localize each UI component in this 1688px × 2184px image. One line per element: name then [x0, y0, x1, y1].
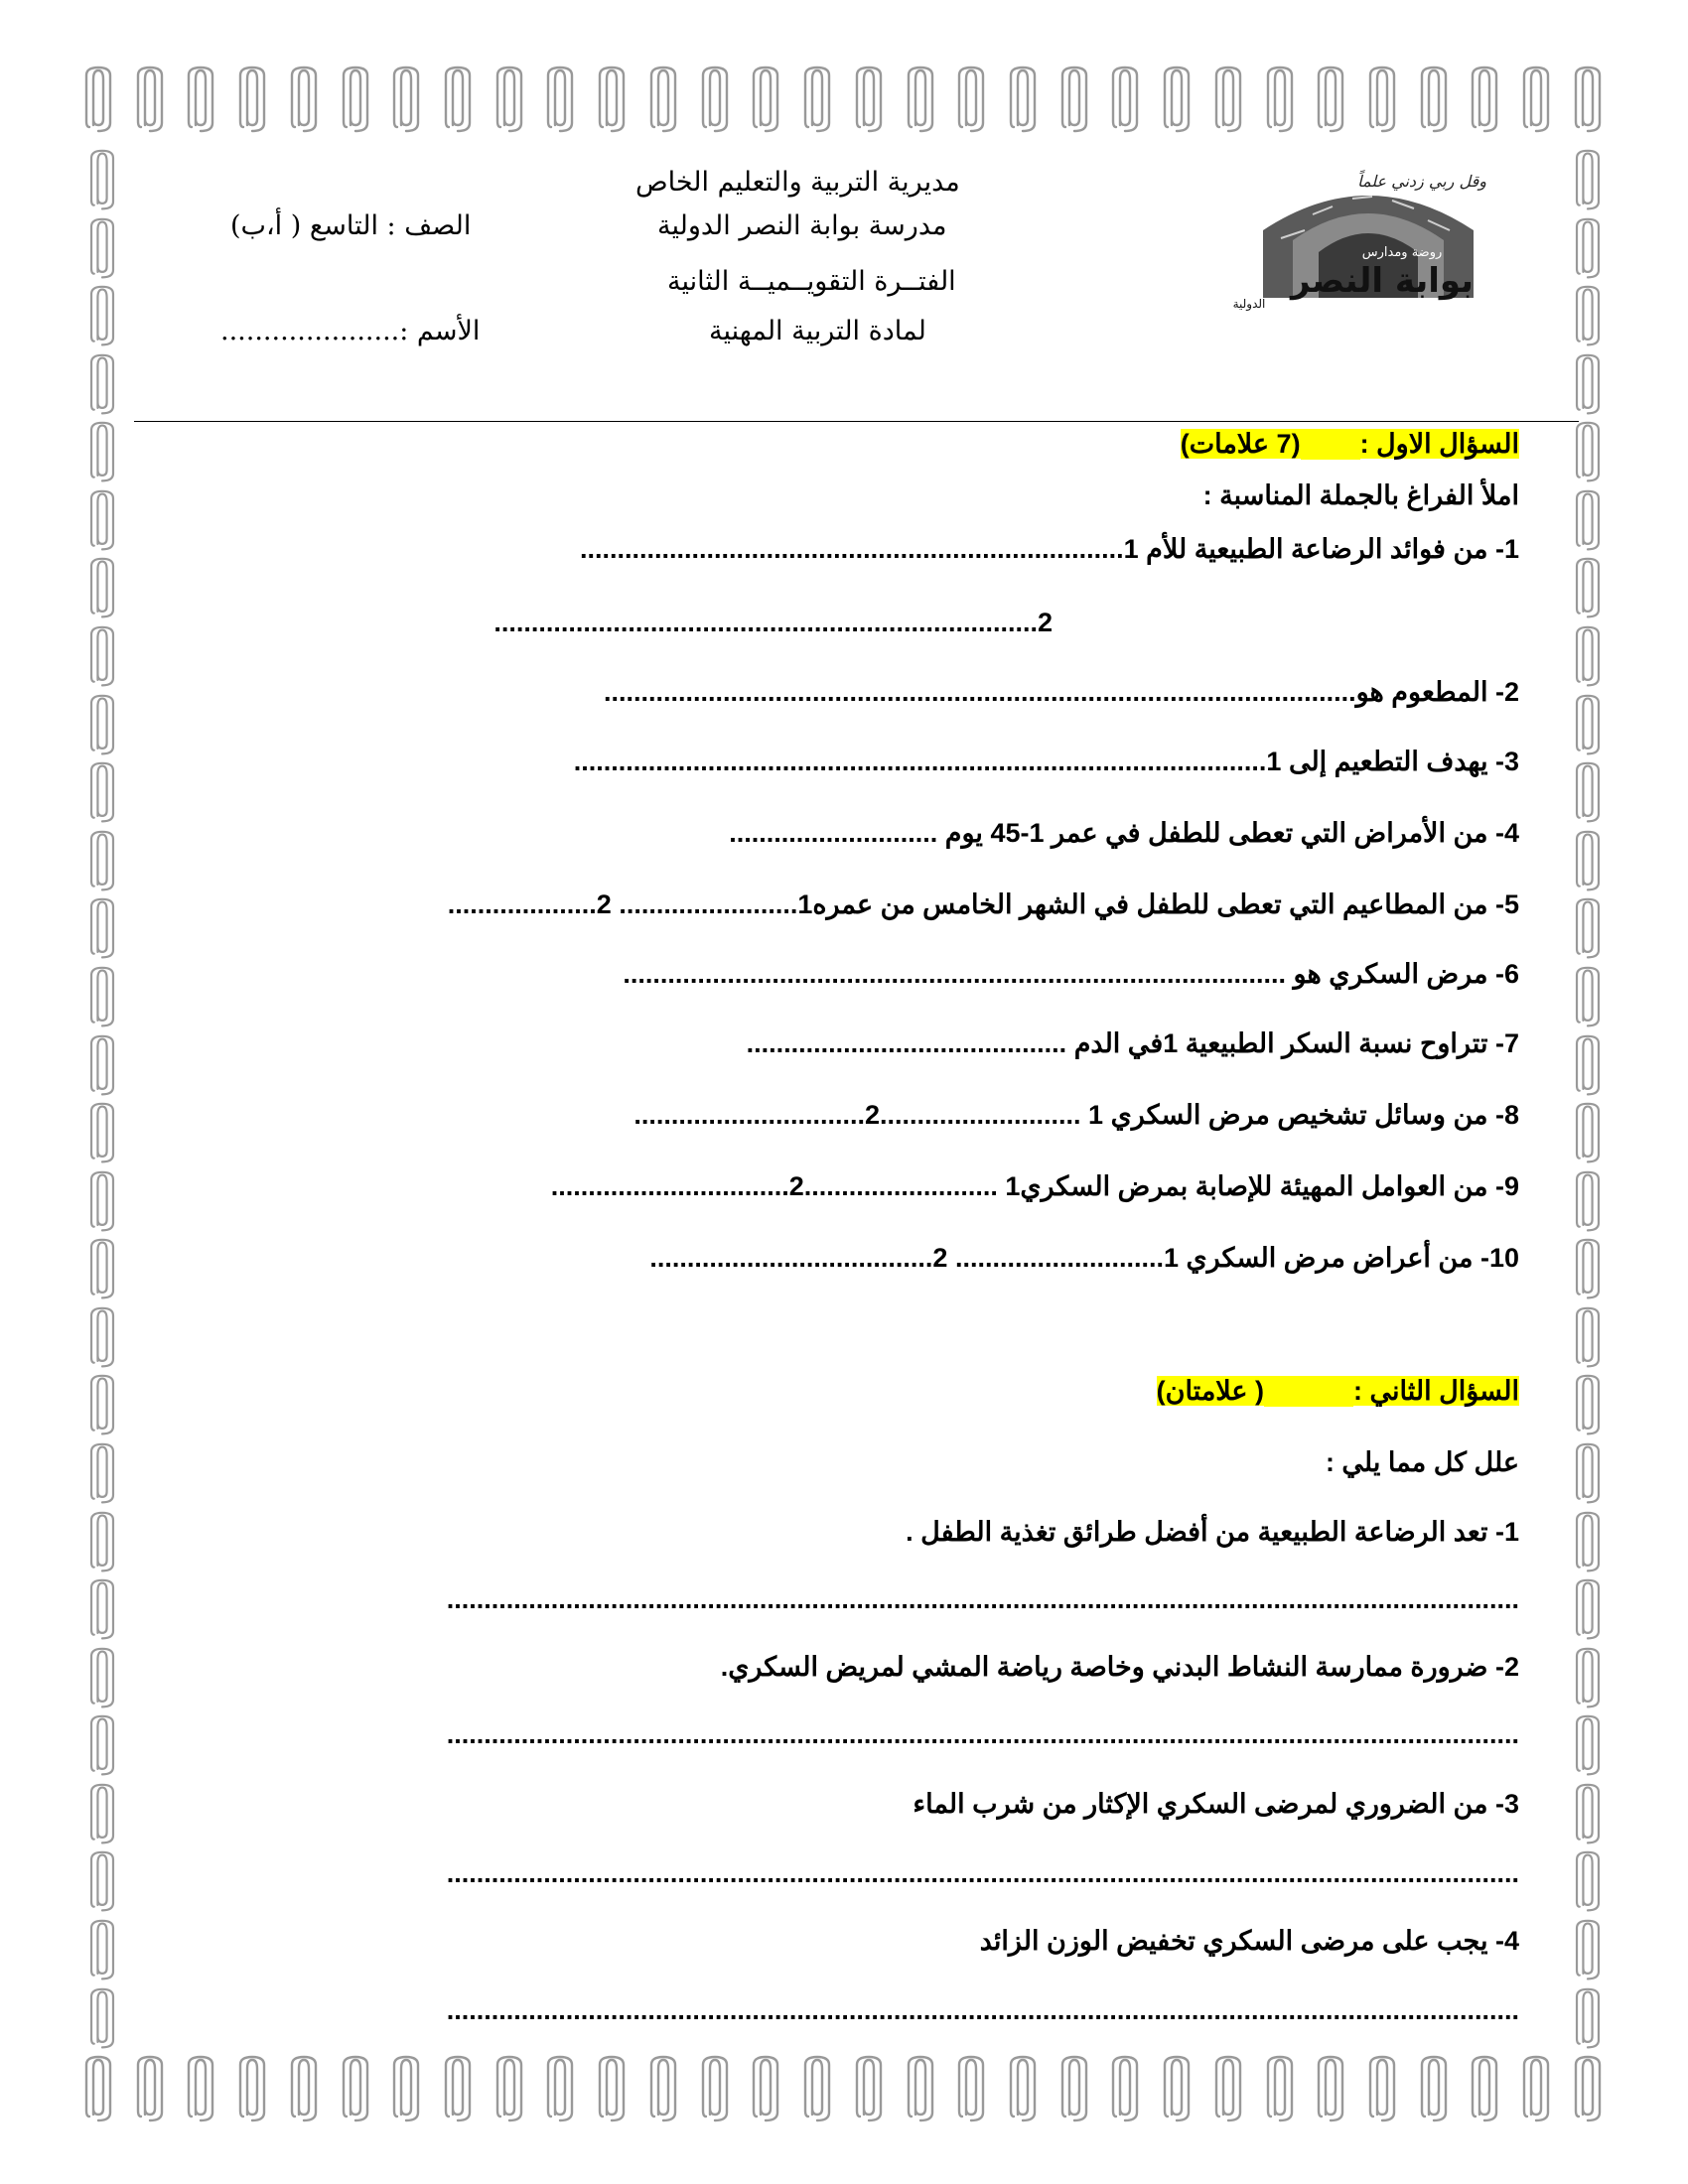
paperclip-icon — [289, 2055, 319, 2134]
paperclip-icon — [87, 1306, 123, 1374]
paperclip-icon — [341, 66, 370, 145]
paperclip-icon — [1521, 2055, 1551, 2134]
q1-item-1b[interactable]: 2......................................................................... — [493, 608, 1053, 637]
paperclip-icon — [1573, 1578, 1609, 1646]
paperclip-icon — [1573, 966, 1609, 1033]
subject-name: لمادة التربية المهنية — [709, 316, 926, 346]
paperclip-icon — [1110, 2055, 1140, 2134]
q1-item-1[interactable]: 1- من فوائد الرضاعة الطبيعية للأم 1......................................................................... — [580, 534, 1519, 564]
paperclip-icon — [87, 1034, 123, 1102]
paperclip-icon — [87, 761, 123, 829]
class-label: الصف : التاسع ( أ،ب) — [230, 210, 472, 241]
q1-item-5[interactable]: 5- من المطاعيم التي تعطى للطفل في الشهر الخامس من عمره1........................ 2.................... — [447, 889, 1519, 919]
q2-answer-4[interactable]: ................................................................................................................................................ — [446, 1995, 1519, 2025]
paperclip-icon — [87, 966, 123, 1033]
paperclip-icon — [135, 2055, 165, 2134]
paperclip-icon — [700, 2055, 730, 2134]
paperclip-icon — [87, 897, 123, 965]
paperclip-icon — [802, 2055, 832, 2134]
q2-item-3: 3- من الضروري لمرضى السكري الإكثار من شرب الماء — [913, 1789, 1519, 1819]
paperclip-icon — [87, 1374, 123, 1441]
paperclip-icon — [443, 66, 473, 145]
paperclip-icon — [597, 2055, 627, 2134]
paperclip-icon — [1573, 353, 1609, 421]
paperclip-icon — [1008, 2055, 1038, 2134]
paperclip-icon — [1573, 625, 1609, 693]
paperclip-icon — [854, 66, 884, 145]
paperclip-icon — [1059, 66, 1089, 145]
paperclip-icon — [1316, 66, 1345, 145]
paperclip-icon — [494, 66, 524, 145]
paperclip-icon — [87, 830, 123, 897]
paperclip-icon — [1573, 897, 1609, 965]
border-right — [1573, 149, 1609, 2055]
evaluation-period: الفتــرة التقويــميــة الثانية — [667, 266, 956, 297]
paperclip-icon — [87, 149, 123, 216]
q1-instruction: املأ الفراغ بالجملة المناسبة : — [1202, 480, 1519, 510]
border-left — [87, 149, 123, 2055]
q1-item-6[interactable]: 6- مرض السكري هو ......................................................................................... — [623, 959, 1519, 989]
q2-item-4: 4- يجب على مرضى السكري تخفيض الوزن الزائد — [979, 1926, 1519, 1956]
paperclip-icon — [83, 66, 113, 145]
paperclip-icon — [87, 1442, 123, 1510]
q1-item-2[interactable]: 2- المطعوم هو..................................................................................................... — [603, 677, 1519, 707]
logo-subtitle: الدولية — [1232, 297, 1266, 311]
paperclip-icon — [87, 557, 123, 624]
q1-item-4[interactable]: 4- من الأمراض التي تعطى للطفل في عمر 1-45 يوم ............................ — [729, 818, 1519, 848]
q1-marks: (7 علامات) — [1180, 429, 1301, 459]
paperclip-icon — [1162, 2055, 1192, 2134]
q2-answer-2[interactable]: ................................................................................................................................................ — [446, 1719, 1519, 1749]
q1-item-9[interactable]: 9- من العوامل المهيئة للإصابة بمرض السكري1 ..........................2................................ — [550, 1171, 1519, 1201]
border-top — [83, 66, 1603, 145]
paperclip-icon — [87, 1647, 123, 1714]
paperclip-icon — [751, 66, 780, 145]
logo-motto: وقل ربي زدني علماً — [1357, 172, 1486, 191]
paperclip-icon — [1573, 694, 1609, 761]
paperclip-icon — [391, 2055, 421, 2134]
paperclip-icon — [854, 2055, 884, 2134]
paperclip-icon — [186, 2055, 215, 2134]
paperclip-icon — [1521, 66, 1551, 145]
paperclip-icon — [906, 2055, 935, 2134]
paperclip-icon — [1573, 1987, 1609, 2055]
paperclip-icon — [1573, 1647, 1609, 1714]
paperclip-icon — [1573, 1511, 1609, 1578]
paperclip-icon — [1573, 557, 1609, 624]
paperclip-icon — [1162, 66, 1192, 145]
paperclip-icon — [802, 66, 832, 145]
paperclip-icon — [545, 66, 575, 145]
paperclip-icon — [1213, 2055, 1243, 2134]
paperclip-icon — [906, 66, 935, 145]
paperclip-icon — [87, 1578, 123, 1646]
paperclip-icon — [237, 2055, 267, 2134]
paperclip-icon — [1367, 2055, 1397, 2134]
paperclip-icon — [1573, 1442, 1609, 1510]
paperclip-icon — [597, 66, 627, 145]
q2-instruction: علل كل مما يلي : — [1325, 1447, 1519, 1477]
paperclip-icon — [391, 66, 421, 145]
paperclip-icon — [1573, 1034, 1609, 1102]
paperclip-icon — [1573, 489, 1609, 557]
q2-title: السؤال الثاني : — [1353, 1376, 1519, 1406]
border-bottom — [83, 2055, 1603, 2134]
paperclip-icon — [87, 1170, 123, 1238]
paperclip-icon — [289, 66, 319, 145]
q1-item-10[interactable]: 10- من أعراض مرض السكري 1............................ 2...................................... — [649, 1243, 1519, 1273]
paperclip-icon — [87, 421, 123, 488]
paperclip-icon — [1213, 66, 1243, 145]
directorate-name: مديرية التربية والتعليم الخاص — [635, 167, 960, 198]
q2-item-1: 1- تعد الرضاعة الطبيعية من أفضل طرائق تغذية الطفل . — [906, 1517, 1519, 1547]
paperclip-icon — [87, 625, 123, 693]
paperclip-icon — [1265, 66, 1295, 145]
paperclip-icon — [956, 2055, 986, 2134]
q1-item-7[interactable]: 7- تتراوح نسبة السكر الطبيعية 1في الدم ........................................... — [746, 1028, 1519, 1058]
paperclip-icon — [1573, 761, 1609, 829]
paperclip-icon — [87, 1850, 123, 1918]
paperclip-icon — [1573, 66, 1603, 145]
q2-item-2: 2- ضرورة ممارسة النشاط البدني وخاصة رياضة المشي لمريض السكري. — [720, 1652, 1519, 1682]
paperclip-icon — [1573, 1850, 1609, 1918]
paperclip-icon — [700, 66, 730, 145]
paperclip-icon — [87, 1783, 123, 1850]
paperclip-icon — [237, 66, 267, 145]
paperclip-icon — [1573, 1170, 1609, 1238]
paperclip-icon — [1367, 66, 1397, 145]
paperclip-icon — [648, 2055, 678, 2134]
paperclip-icon — [87, 217, 123, 285]
paperclip-icon — [1573, 1102, 1609, 1169]
paperclip-icon — [87, 353, 123, 421]
paperclip-icon — [956, 66, 986, 145]
paperclip-icon — [87, 694, 123, 761]
paperclip-icon — [135, 66, 165, 145]
logo-small-text: روضة ومدارس — [1361, 245, 1443, 260]
paperclip-icon — [87, 1919, 123, 1986]
paperclip-icon — [1573, 149, 1609, 216]
paperclip-icon — [648, 66, 678, 145]
school-logo — [1223, 169, 1513, 312]
paperclip-icon — [87, 1987, 123, 2055]
paperclip-icon — [1059, 2055, 1089, 2134]
q1-item-3[interactable]: 3- يهدف التطعيم إلى 1............................................................................................. — [573, 747, 1519, 776]
paperclip-icon — [83, 2055, 113, 2134]
paperclip-icon — [87, 285, 123, 352]
paperclip-icon — [1419, 2055, 1449, 2134]
paperclip-icon — [1573, 421, 1609, 488]
q1-heading — [1181, 429, 1519, 460]
paperclip-icon — [1110, 66, 1140, 145]
student-name-field[interactable]: الأسم :..................... — [220, 316, 481, 346]
paperclip-icon — [1573, 830, 1609, 897]
paperclip-icon — [1573, 285, 1609, 352]
header-divider — [134, 421, 1579, 422]
paperclip-icon — [1573, 1783, 1609, 1850]
paperclip-icon — [1573, 1306, 1609, 1374]
paperclip-icon — [545, 2055, 575, 2134]
paperclip-icon — [1573, 2055, 1603, 2134]
paperclip-icon — [186, 66, 215, 145]
paperclip-icon — [1470, 2055, 1499, 2134]
paperclip-icon — [1573, 1919, 1609, 1986]
paperclip-icon — [1265, 2055, 1295, 2134]
paperclip-icon — [1573, 1238, 1609, 1305]
q2-marks: ( علامتان) — [1156, 1376, 1264, 1406]
paperclip-icon — [1573, 217, 1609, 285]
paperclip-icon — [87, 1102, 123, 1169]
paperclip-icon — [87, 1511, 123, 1578]
q2-answer-3[interactable]: ................................................................................................................................................ — [446, 1858, 1519, 1888]
q2-answer-1[interactable]: ................................................................................................................................................ — [446, 1584, 1519, 1614]
paperclip-icon — [751, 2055, 780, 2134]
paperclip-icon — [1573, 1714, 1609, 1782]
paperclip-icon — [87, 489, 123, 557]
paperclip-icon — [443, 2055, 473, 2134]
paperclip-icon — [1573, 1374, 1609, 1441]
q1-title: السؤال الاول : — [1359, 429, 1519, 459]
q1-item-8[interactable]: 8- من وسائل تشخيص مرض السكري 1 ...........................2............................... — [633, 1100, 1519, 1130]
paperclip-icon — [1470, 66, 1499, 145]
paperclip-icon — [1008, 66, 1038, 145]
logo-title: بوابة النصر — [1291, 261, 1474, 301]
school-name: مدرسة بوابة النصر الدولية — [657, 210, 947, 241]
q2-heading — [1157, 1376, 1519, 1407]
paperclip-icon — [87, 1238, 123, 1305]
paperclip-icon — [494, 2055, 524, 2134]
paperclip-icon — [87, 1714, 123, 1782]
paperclip-icon — [1316, 2055, 1345, 2134]
paperclip-icon — [341, 2055, 370, 2134]
paperclip-icon — [1419, 66, 1449, 145]
